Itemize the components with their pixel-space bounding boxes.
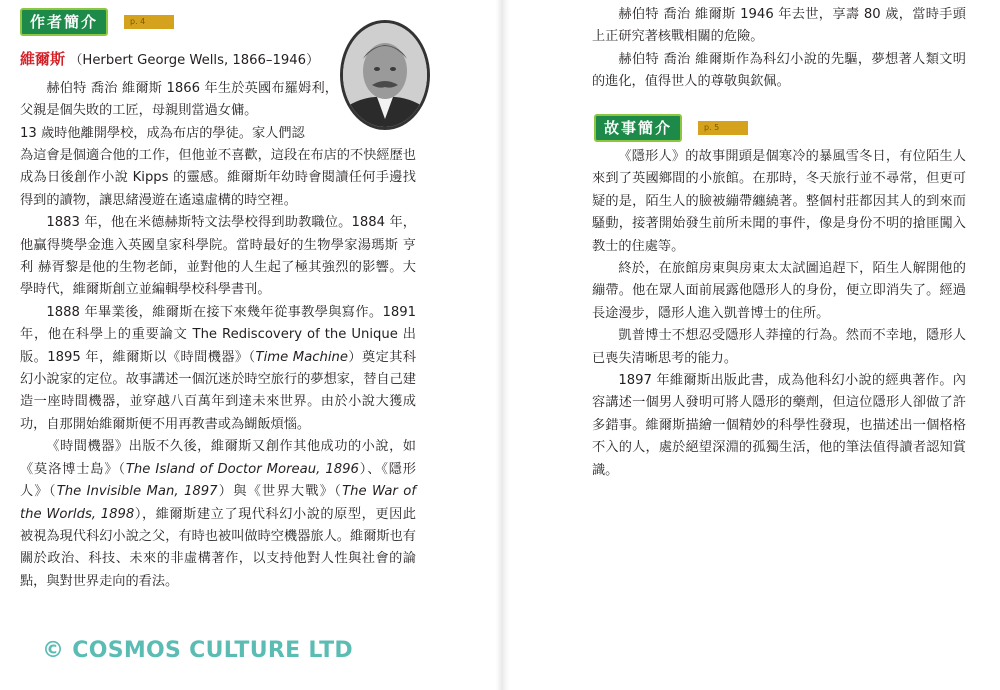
author-portrait <box>340 20 430 130</box>
bio-paragraph-line: 13 歲時他離開學校，成為布店的學徒。家人們認 <box>20 125 305 141</box>
author-section-header <box>20 8 174 36</box>
story-paragraph: 凱普博士不想忍受隱形人莽撞的行為。然而不幸地，隱形人已喪失清晰思考的能力。 <box>592 328 966 366</box>
bio-paragraph: 1883 年，他在米德赫斯特文法學校得到助教職位。1884 年，他贏得獎學金進入英國皇家科學院。當時最好的生物學家湯瑪斯 亨利 赫胥黎是他的生物老師，並對他的人生起了極其強烈的影響。大學時代，維爾斯創立並編輯學校科學書刊。 <box>20 215 416 298</box>
story-paragraph: 《隱形人》的故事開頭是個寒冷的暴風雪冬日，有位陌生人來到了英國鄉間的小旅館。在那時，冬天旅行並不尋常，但更可疑的是，陌生人的臉被繃帶纏繞著。整個村莊都因其人的到來而騷動，接著開始發生前所未聞的事件，像是身份不明的搶匪闖入教士的住處等。 <box>592 149 966 254</box>
story-paragraph: 終於，在旅館房東與房東太太試圖追趕下，陌生人解開他的繃帶。他在眾人面前展露他隱形人的身份，便立即消失了。經過長途漫步，隱形人進入凱普博士的住所。 <box>592 261 966 321</box>
story-section-header <box>594 114 748 142</box>
section-title-author: 作者簡介 <box>20 8 108 36</box>
portrait-image <box>343 23 427 127</box>
page-ref-badge: p. 5 <box>698 121 748 135</box>
bio-paragraph: 赫伯特 喬治 維爾斯 1866 年生於英國布羅姆利，父親是個失敗的工匠，母親則當過女傭。 <box>20 81 338 119</box>
book-gutter <box>496 0 510 690</box>
author-heading <box>20 48 319 72</box>
bio-paragraph-continued: 為這會是個適合他的工作，但他並不喜歡，這段在布店的不快經歷也成為日後創作小說 Kipps 的靈感。維爾斯年幼時會閱讀任何手邊找得到的讀物，讓思緒漫遊在遙遠虛構的時空裡。 <box>20 148 416 208</box>
bio-paragraph: 赫伯特 喬治 維爾斯 1946 年去世，享壽 80 歲，當時手頭上正研究著核戰相關的危險。 <box>592 7 966 45</box>
author-bio-conclusion <box>592 4 966 94</box>
left-page <box>20 0 416 690</box>
page-ref-badge: p. 4 <box>124 15 174 29</box>
bio-paragraph: 《時間機器》出版不久後，維爾斯又創作其他成功的小說，如《莫洛博士島》（The Island of Doctor Moreau, 1896）、《隱形人》（The Invisible Man, 1897）與《世界大戰》（The War of the Worlds, 1898），維爾斯建立了現代科幻小說的原型，更因此被視為現代科幻小說之父，有時也被叫做時空機器旅人。維爾斯也有關於政治、科技、未來的非虛構著作，以支持他對人性與社會的論點，與對世界走向的看法。 <box>20 439 416 589</box>
author-bio-body <box>20 145 416 593</box>
publisher-logo: © COSMOS CULTURE LTD <box>42 638 353 663</box>
author-name: 維爾斯 <box>20 50 66 68</box>
story-paragraph: 1897 年維爾斯出版此書，成為他科幻小說的經典著作。內容講述一個男人發明可將人隱形的藥劑，但這位隱形人卻做了許多錯事。維爾斯描繪一個精妙的科學性發現，也描述出一個格格不入的人，處於絕望深淵的孤獨生活，他的筆法值得讀者認知賞識。 <box>592 373 966 478</box>
author-english-name: （Herbert George Wells, 1866–1946） <box>69 53 320 68</box>
section-title-story: 故事簡介 <box>594 114 682 142</box>
author-bio-intro <box>20 78 338 145</box>
story-summary <box>592 146 966 482</box>
bio-paragraph: 1888 年畢業後，維爾斯在接下來幾年從事教學與寫作。1891 年，他在科學上的重要論文 The Rediscovery of the Unique 出版。1895 年，維爾斯以《時間機器》（Time Machine）奠定其科幻小說家的定位。故事講述一個沉迷於時空旅行的夢想家，替自己建造一座時間機器，並穿越八百萬年到達未來世界。由於小說大獲成功，自那開始維爾斯便不用再教書或為餬飯煩惱。 <box>20 304 417 432</box>
bio-paragraph: 赫伯特 喬治 維爾斯作為科幻小說的先驅，夢想著人類文明的進化，值得世人的尊敬與欽佩。 <box>592 51 966 90</box>
right-page <box>592 0 966 690</box>
